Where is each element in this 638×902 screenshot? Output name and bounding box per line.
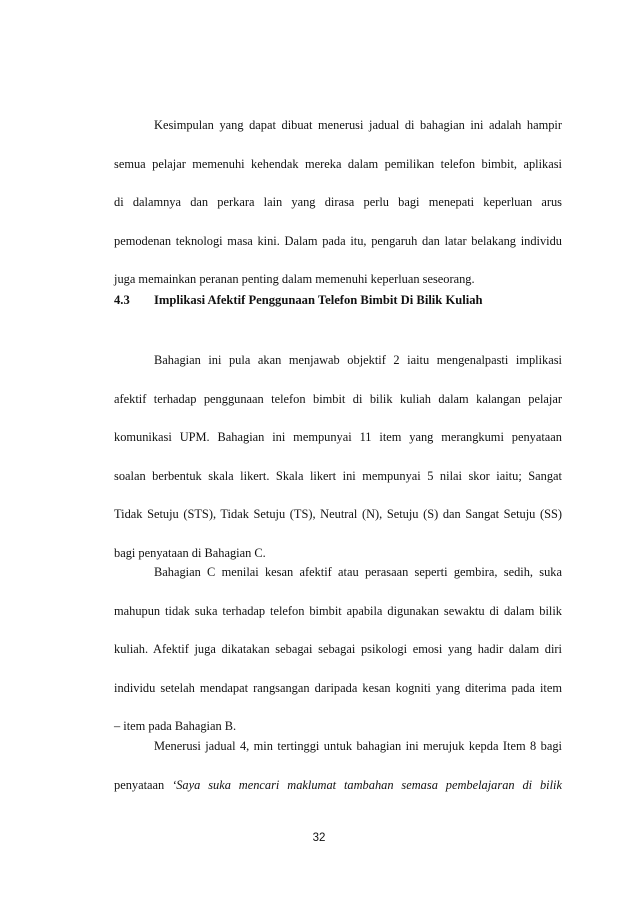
page-number: 32	[312, 832, 326, 844]
line-lead-text: penyataan	[114, 777, 165, 792]
paragraph-line: afektif terhadap penggunaan telefon bimbit di bilik kuliah dalam kalangan pelajar	[114, 391, 562, 406]
paragraph-objective	[114, 341, 562, 572]
paragraph-conclusion	[114, 106, 562, 299]
paragraph-line: mahupun tidak suka terhadap telefon bimbit apabila digunakan sewaktu di dalam bilik	[114, 603, 562, 618]
paragraph-line: semua pelajar memenuhi kehendak mereka dalam pemilikan telefon bimbit, aplikasi	[114, 156, 562, 171]
paragraph-affective	[114, 553, 562, 746]
paragraph-line: – item pada Bahagian B.	[114, 719, 237, 733]
section-number: 4.3	[114, 293, 130, 307]
paragraph-line: komunikasi UPM. Bahagian ini mempunyai 11 item yang merangkumi penyataan	[114, 430, 562, 444]
paragraph-line: kuliah. Afektif juga dikatakan sebagai sebagai psikologi emosi yang hadir dalam diri	[114, 642, 562, 656]
paragraph-line: individu setelah mendapat rangsangan daripada kesan kogniti yang diterima pada item	[114, 680, 562, 695]
section-title: Implikasi Afektif Penggunaan Telefon Bimbit Di Bilik Kuliah	[154, 293, 483, 307]
paragraph-line	[114, 766, 562, 805]
paragraph-line: pemodenan teknologi masa kini. Dalam pada itu, pengaruh dan latar belakang individu	[114, 233, 562, 248]
paragraph-line: bagi penyataan di Bahagian C.	[114, 545, 266, 560]
paragraph-line: Menerusi jadual 4, min tertinggi untuk bahagian ini merujuk kepda Item 8 bagi	[154, 739, 562, 753]
paragraph-line: Bahagian C menilai kesan afektif atau perasaan seperti gembira, sedih, suka	[154, 565, 562, 579]
paragraph-line: soalan berbentuk skala likert. Skala likert ini mempunyai 5 nilai skor iaitu; Sangat	[114, 468, 562, 483]
paragraph-line: Bahagian ini pula akan menjawab objektif 2 iaitu mengenalpasti implikasi	[154, 353, 562, 367]
paragraph-line: juga memainkan peranan penting dalam memenuhi keperluan seseorang.	[114, 272, 475, 286]
paragraph-table-4	[114, 727, 562, 804]
paragraph-line: Kesimpulan yang dapat dibuat menerusi jadual di bahagian ini adalah hampir	[154, 118, 562, 132]
quoted-statement: ‘Saya suka mencari maklumat tambahan semasa pembelajaran di bilik	[172, 777, 562, 792]
paragraph-line: Tidak Setuju (STS), Tidak Setuju (TS), Neutral (N), Setuju (S) dan Sangat Setuju (SS)	[114, 507, 562, 521]
paragraph-line: di dalamnya dan perkara lain yang dirasa perlu bagi menepati keperluan arus	[114, 195, 562, 209]
section-heading	[114, 290, 562, 310]
